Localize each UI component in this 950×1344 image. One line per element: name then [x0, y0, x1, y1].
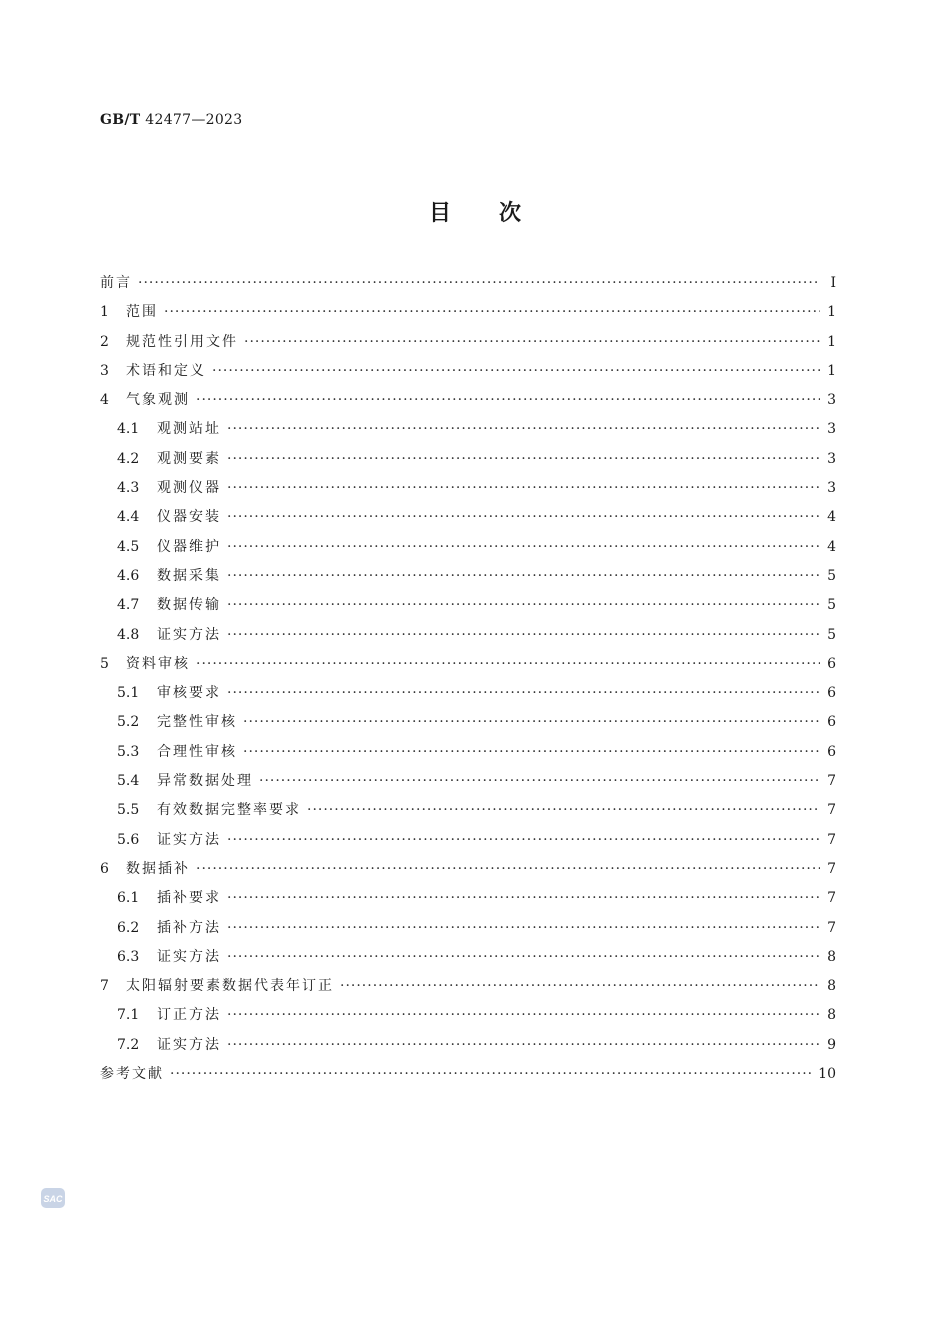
toc-entry[interactable]	[100, 448, 836, 477]
document-header	[100, 112, 242, 128]
toc-entry-page: 9	[827, 1036, 836, 1053]
toc-leader-dots	[227, 832, 820, 848]
table-of-contents	[100, 272, 836, 1092]
toc-entry[interactable]	[100, 1063, 836, 1092]
toc-entry-page: 6	[827, 685, 836, 702]
toc-entry-title: 观测要素	[157, 450, 221, 467]
toc-entry-title: 证实方法	[157, 626, 221, 643]
toc-leader-dots	[227, 480, 820, 496]
toc-entry-page: 7	[827, 802, 836, 819]
toc-entry-number: 1	[100, 304, 109, 321]
toc-leader-dots	[227, 890, 820, 906]
toc-entry[interactable]	[100, 711, 836, 740]
toc-entry-title: 审核要求	[157, 685, 221, 702]
toc-leader-dots	[227, 1007, 820, 1023]
toc-entry-number: 4.1	[117, 421, 140, 438]
toc-leader-dots	[227, 539, 820, 555]
toc-entry-title: 有效数据完整率要求	[157, 802, 301, 819]
toc-entry-page: 7	[827, 831, 836, 848]
toc-entry-page: 10	[818, 1066, 836, 1083]
toc-entry-number: 2	[100, 333, 109, 350]
toc-entry-page: 3	[827, 480, 836, 497]
toc-entry-number: 4.4	[117, 509, 140, 526]
toc-entry-number: 6.2	[117, 919, 140, 936]
toc-entry-number: 4.2	[117, 450, 140, 467]
toc-entry-page: 8	[827, 1007, 836, 1024]
toc-entry[interactable]	[100, 799, 836, 828]
toc-entry-number: 7.2	[117, 1036, 140, 1053]
toc-leader-dots	[227, 627, 820, 643]
toc-entry[interactable]	[100, 1034, 836, 1063]
toc-entry-number: 5	[100, 655, 109, 672]
toc-entry-title: 仪器维护	[157, 538, 221, 555]
toc-entry-number: 4	[100, 392, 109, 409]
toc-leader-dots	[227, 421, 820, 437]
toc-entry-number: 6	[100, 860, 109, 877]
toc-entry-title: 插补方法	[157, 919, 221, 936]
toc-entry-title: 前言	[100, 275, 132, 291]
title-char-2: 次	[499, 200, 522, 226]
toc-entry-page: 6	[827, 714, 836, 731]
toc-leader-dots	[227, 1037, 820, 1053]
toc-entry-number: 5.1	[117, 685, 140, 702]
toc-entry-page: 8	[827, 978, 836, 995]
toc-entry-page: 5	[827, 567, 836, 584]
toc-entry-title: 数据插补	[126, 860, 190, 877]
toc-leader-dots	[196, 392, 820, 408]
toc-leader-dots	[227, 685, 820, 701]
toc-entry-number: 4.7	[117, 597, 140, 614]
toc-entry[interactable]	[100, 682, 836, 711]
toc-leader-dots	[196, 656, 820, 672]
toc-entry-page: 5	[827, 597, 836, 614]
toc-entry-number: 4.3	[117, 480, 140, 497]
toc-entry[interactable]	[100, 536, 836, 565]
toc-entry-title: 数据传输	[157, 597, 221, 614]
toc-entry[interactable]	[100, 272, 836, 301]
toc-entry[interactable]	[100, 624, 836, 653]
toc-leader-dots	[212, 363, 820, 379]
toc-entry-page: 8	[827, 948, 836, 965]
toc-entry-title: 插补要求	[157, 890, 221, 907]
toc-leader-dots	[227, 509, 820, 525]
toc-entry-number: 4.5	[117, 538, 140, 555]
toc-entry[interactable]	[100, 565, 836, 594]
toc-entry-title: 太阳辐射要素数据代表年订正	[126, 978, 334, 995]
toc-entry-title: 资料审核	[126, 655, 190, 672]
toc-entry-title: 气象观测	[126, 392, 190, 409]
toc-entry-number: 5.2	[117, 714, 140, 731]
toc-entry-title: 完整性审核	[157, 714, 237, 731]
toc-entry-title: 仪器安装	[157, 509, 221, 526]
toc-entry-title: 合理性审核	[157, 743, 237, 760]
toc-entry-number: 5.4	[117, 773, 140, 790]
toc-entry-page: 7	[827, 919, 836, 936]
toc-entry[interactable]	[100, 829, 836, 858]
toc-entry-number: 5.3	[117, 743, 140, 760]
toc-entry[interactable]	[100, 946, 836, 975]
toc-entry-number: 7	[100, 978, 109, 995]
page-title	[0, 196, 950, 227]
sac-logo-icon	[40, 1186, 66, 1210]
toc-leader-dots	[170, 1066, 812, 1082]
toc-entry-title: 异常数据处理	[157, 773, 253, 790]
toc-entry-number: 6.3	[117, 948, 140, 965]
toc-entry-page: 1	[827, 333, 836, 350]
toc-entry[interactable]	[100, 1004, 836, 1033]
toc-leader-dots	[164, 304, 820, 320]
toc-entry-title: 术语和定义	[126, 362, 206, 379]
toc-entry-title: 范围	[126, 304, 158, 321]
toc-leader-dots	[227, 568, 820, 584]
toc-entry[interactable]	[100, 770, 836, 799]
toc-entry-number: 6.1	[117, 890, 140, 907]
toc-entry[interactable]	[100, 389, 836, 418]
toc-leader-dots	[227, 597, 820, 613]
toc-leader-dots	[227, 949, 820, 965]
toc-entry-title: 规范性引用文件	[126, 333, 238, 350]
toc-entry[interactable]	[100, 975, 836, 1004]
toc-entry[interactable]	[100, 418, 836, 447]
toc-entry-title: 证实方法	[157, 948, 221, 965]
toc-entry-page: 3	[827, 392, 836, 409]
standard-number: 42477—2023	[145, 112, 243, 128]
toc-leader-dots	[227, 451, 820, 467]
toc-leader-dots	[340, 978, 820, 994]
toc-entry-title: 观测仪器	[157, 480, 221, 497]
toc-entry[interactable]	[100, 331, 836, 360]
toc-entry[interactable]	[100, 301, 836, 330]
standard-prefix: GB/T	[100, 112, 141, 128]
toc-entry[interactable]	[100, 917, 836, 946]
toc-leader-dots	[196, 861, 820, 877]
toc-entry-number: 4.6	[117, 567, 140, 584]
toc-entry-page: 1	[827, 362, 836, 379]
toc-entry[interactable]	[100, 887, 836, 916]
toc-entry[interactable]	[100, 741, 836, 770]
toc-entry[interactable]	[100, 594, 836, 623]
logo-text: SAC	[43, 1194, 63, 1204]
toc-entry-page: 3	[827, 450, 836, 467]
toc-leader-dots	[243, 744, 820, 760]
toc-leader-dots	[243, 714, 820, 730]
toc-entry-title: 证实方法	[157, 831, 221, 848]
toc-entry-title: 订正方法	[157, 1007, 221, 1024]
toc-entry-page: 6	[827, 655, 836, 672]
toc-entry-page: 7	[827, 773, 836, 790]
toc-entry-number: 5.5	[117, 802, 140, 819]
toc-entry-number: 5.6	[117, 831, 140, 848]
title-char-1: 目	[428, 200, 451, 226]
toc-entry-page: 5	[827, 626, 836, 643]
toc-entry-page: 1	[827, 304, 836, 321]
toc-leader-dots	[244, 334, 820, 350]
toc-entry[interactable]	[100, 360, 836, 389]
toc-leader-dots	[138, 275, 820, 291]
toc-entry-title: 数据采集	[157, 567, 221, 584]
toc-entry[interactable]	[100, 653, 836, 682]
toc-entry-page: 6	[827, 743, 836, 760]
toc-entry-number: 4.8	[117, 626, 140, 643]
toc-entry-number: 7.1	[117, 1007, 140, 1024]
toc-entry-page: 7	[827, 860, 836, 877]
toc-entry-title: 参考文献	[100, 1066, 164, 1083]
toc-entry-page: 3	[827, 421, 836, 438]
toc-entry[interactable]	[100, 858, 836, 887]
toc-entry-page: 4	[827, 538, 836, 555]
toc-leader-dots	[307, 802, 820, 818]
toc-entry-page: Ⅰ	[830, 275, 836, 291]
toc-entry-title: 证实方法	[157, 1036, 221, 1053]
toc-entry-title: 观测站址	[157, 421, 221, 438]
toc-leader-dots	[227, 920, 820, 936]
toc-entry[interactable]	[100, 477, 836, 506]
toc-entry-number: 3	[100, 362, 109, 379]
toc-leader-dots	[259, 773, 820, 789]
toc-entry-page: 7	[827, 890, 836, 907]
toc-entry-page: 4	[827, 509, 836, 526]
toc-entry[interactable]	[100, 506, 836, 535]
